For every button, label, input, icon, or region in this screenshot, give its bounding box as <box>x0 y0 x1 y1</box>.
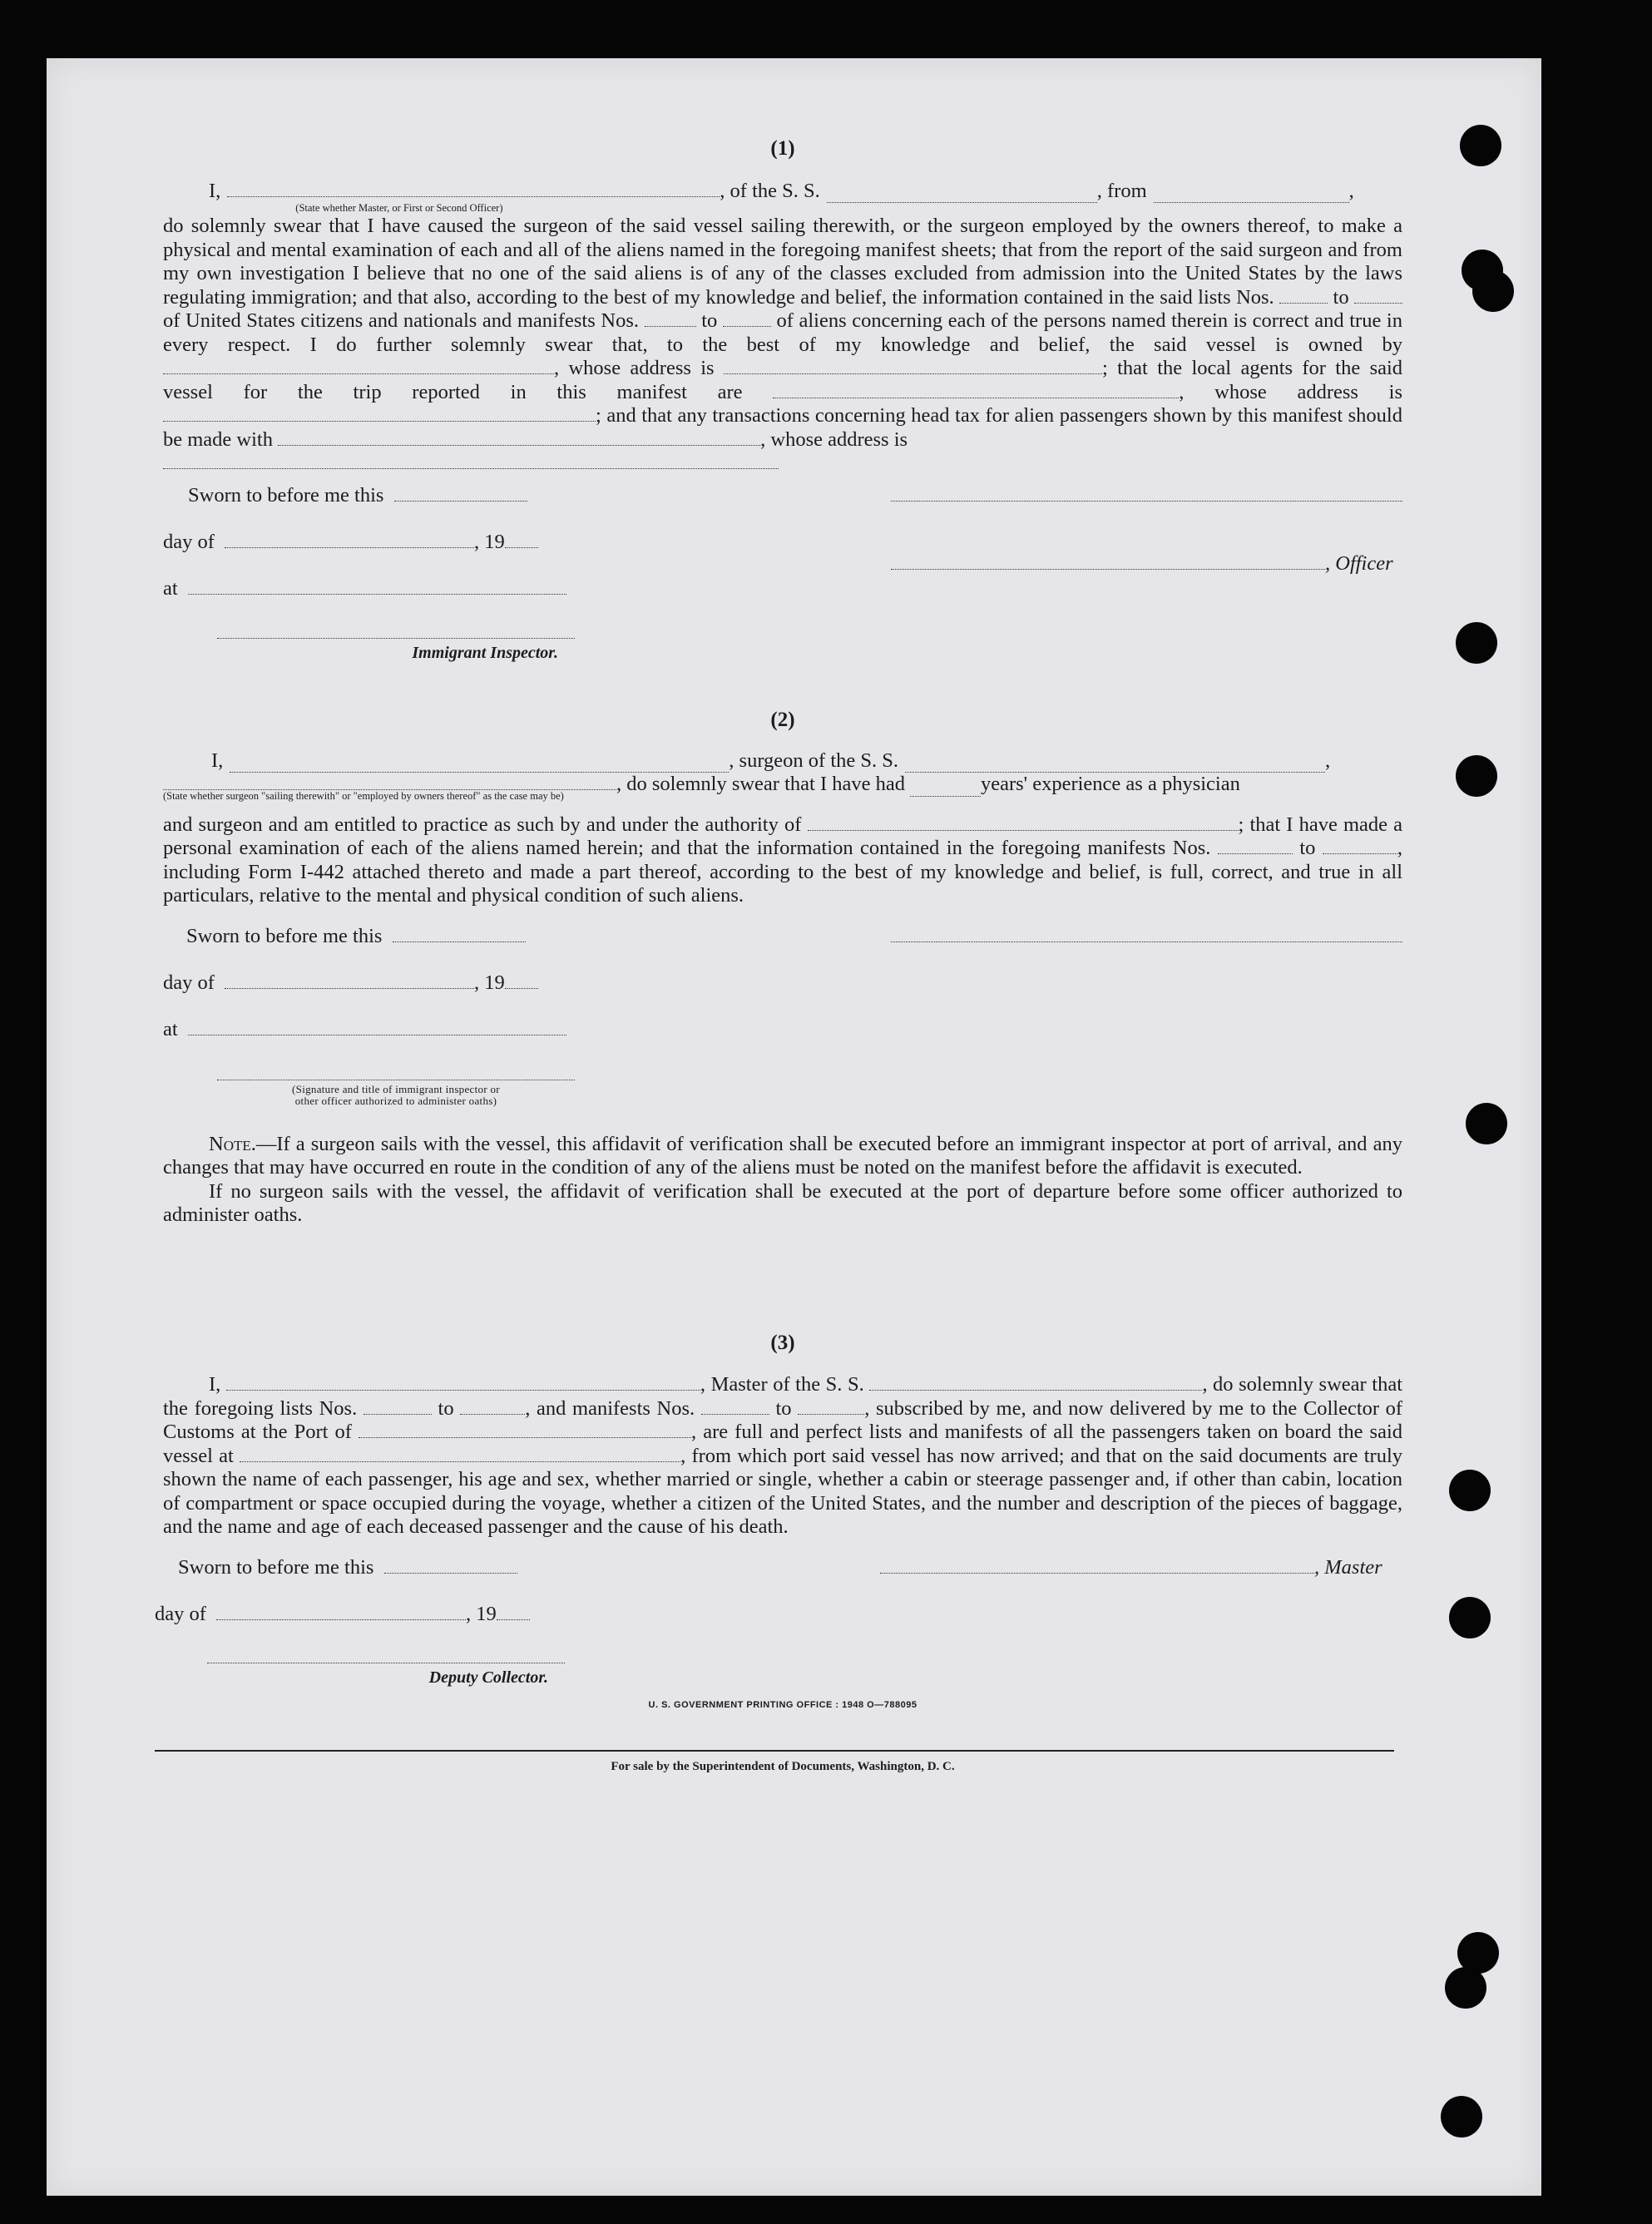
s2-signature-block <box>163 908 1402 1133</box>
s2-body-c: , including Form I-442 attached thereto and made a part thereof, according to the best of my knowledge and belief, is full, correct, and true in all particulars, relative to the mental and physical condition of such aliens. <box>163 837 1403 907</box>
s1-of-ss: , of the S. S. <box>720 179 820 202</box>
s1-sworn: Sworn to before me this <box>188 484 384 507</box>
s1-officer-sig-field[interactable] <box>891 486 1402 502</box>
s1-to2: to <box>701 309 718 332</box>
section-1-first-line <box>163 179 1402 214</box>
binder-hole <box>1441 2096 1482 2138</box>
s1-body-d: that the local agents for the said vessel for the trip reported in this manifest are <box>163 357 1403 403</box>
s3-sworn-day-field[interactable] <box>384 1558 517 1574</box>
section-1 <box>163 137 1402 702</box>
s1-body-b: of United States citizens and nationals and manifests Nos. <box>163 309 639 332</box>
s1-at-field[interactable] <box>188 579 566 595</box>
s2-sig-caption-1: (Signature and title of immigrant inspector or <box>292 1082 500 1095</box>
s3-deputy-sig-field[interactable] <box>207 1648 565 1663</box>
s3-ship-field[interactable] <box>869 1375 1202 1391</box>
s2-note-a: —If a surgeon sails with the vessel, this affidavit of verification shall be executed before an immigrant inspector at port of arrival, and any changes that may have occurred en route in the condition of any of the aliens must be noted on the manifest before the affidavit is executed. <box>163 1132 1402 1179</box>
s1-officer-field[interactable] <box>227 181 720 197</box>
s3-and-manifests: , and manifests Nos. <box>525 1396 695 1420</box>
s1-agents-address-field[interactable] <box>163 406 596 422</box>
form-content <box>155 137 1403 1779</box>
section-2 <box>163 709 1402 1228</box>
s1-lists-from-field[interactable] <box>1279 288 1328 304</box>
s1-owner-address-field[interactable] <box>724 358 1102 374</box>
s2-body-a: and surgeon and am entitled to practice as such by and under the authority of <box>163 813 802 836</box>
s2-note-b-text: If no surgeon sails with the vessel, the affidavit of verification shall be executed at the port of departure before some officer authorized to administer oaths. <box>163 1179 1402 1226</box>
s1-body-e: whose address is <box>1214 380 1403 403</box>
s1-owner-field[interactable] <box>163 358 554 374</box>
s1-at: at <box>163 577 178 600</box>
s1-body-c: of aliens concerning each of the persons named therein is correct and true in every respect. I do further solemnly swear that, to the best of my knowledge and belief, the said vessel is owned by <box>163 309 1402 356</box>
s2-sworn: Sworn to before me this <box>186 924 383 947</box>
s3-body-b: port said vessel has now arrived; and that on the said documents are truly shown the name of each passenger, his age and sex, whether married or single, whether a cabin or steerage passenger and, if other than cabin, location of compartment or space occupied during the voyage, whether a citizen of the United States, and the number and description of the pieces of baggage, and the name and age of each deceased passenger and the cause of his death. <box>163 1444 1402 1538</box>
s2-officer-sig-field[interactable] <box>217 1065 575 1080</box>
s3-body <box>163 1373 1402 1540</box>
s2-authority-field[interactable] <box>808 815 1239 831</box>
s3-master-label: , Master <box>1314 1555 1382 1579</box>
footer-sale: For sale by the Superintendent of Documents, Washington, D. C. <box>611 1760 955 1773</box>
section-1-number: (1) <box>770 137 795 160</box>
s3-full-perfect: , are full and perfect lists and manifests of all the passengers taken on board the said vessel at <box>163 1421 1403 1467</box>
s1-from: , from <box>1096 179 1147 202</box>
s2-month-field[interactable] <box>225 973 474 989</box>
s2-sig-caption-2: other officer authorized to administer oaths) <box>294 1094 497 1107</box>
s2-semi: ; <box>1238 813 1244 836</box>
s1-semi1: ; <box>1101 357 1108 379</box>
s2-comma: , <box>1325 749 1331 772</box>
s1-agents-field[interactable] <box>773 383 1179 398</box>
s3-master-of-ss: , Master of the S. S. <box>700 1373 864 1396</box>
s3-port-field[interactable] <box>359 1422 691 1438</box>
binder-hole <box>1445 1967 1486 2009</box>
s2-first-line <box>163 749 1402 773</box>
s2-at: at <box>163 1017 178 1040</box>
s2-surgeon-caption: (State whether surgeon "sailing therewith" or "employed by owners thereof" as the case may be) <box>163 790 564 802</box>
s2-swear-had: , do solemnly swear that I have had <box>616 773 905 795</box>
s3-manifests-from-field[interactable] <box>701 1399 769 1415</box>
s1-inspector-sig-field[interactable] <box>217 623 575 639</box>
s1-officer-label: , Officer <box>1325 552 1393 575</box>
s2-surgeon-sig-field[interactable] <box>891 927 1402 942</box>
s1-body-f: ; and that any transactions concerning head tax for alien passengers shown by this manifest should be made with <box>163 404 1402 451</box>
s2-note-head: Note. <box>209 1132 256 1155</box>
s1-officer-caption: (State whether Master, or First or Second Officer) <box>295 201 503 214</box>
s2-name-field[interactable] <box>230 757 729 773</box>
s3-signature-block <box>155 1540 1402 1687</box>
section-2-number: (2) <box>770 709 795 731</box>
s3-do-solemnly: , do solemnly <box>1202 1373 1313 1396</box>
s2-years: years' experience as a physician <box>980 773 1240 795</box>
s2-surgeon-type-field[interactable] <box>163 774 616 790</box>
s2-i: I, <box>211 749 224 772</box>
s3-to2: to <box>775 1396 792 1420</box>
s3-to1: to <box>438 1396 454 1420</box>
s3-boarded-at-field[interactable] <box>240 1446 680 1462</box>
s3-year-field[interactable] <box>497 1604 530 1620</box>
s3-from-which: , from which <box>680 1444 788 1467</box>
s3-lists-to-field[interactable] <box>460 1399 525 1415</box>
form-page <box>47 58 1541 2196</box>
s3-i: I, <box>209 1373 221 1396</box>
s1-manifests-from-field[interactable] <box>645 311 696 327</box>
s2-ship-field[interactable] <box>905 757 1325 773</box>
s1-year-field[interactable] <box>505 532 538 548</box>
s1-comma2: , <box>1179 380 1185 403</box>
s1-comma: , <box>1348 179 1354 202</box>
s2-second-line <box>163 773 1402 802</box>
s2-at-field[interactable] <box>188 1020 566 1035</box>
s1-ship-field[interactable] <box>827 187 1097 203</box>
binder-hole <box>1456 755 1497 797</box>
s1-lists-to-field[interactable] <box>1354 288 1402 304</box>
s2-19: , 19 <box>474 971 505 994</box>
s2-body <box>163 813 1402 908</box>
s1-manifests-to-field[interactable] <box>723 311 771 327</box>
s2-day-of: day of <box>163 971 215 994</box>
s2-note <box>163 1133 1402 1180</box>
binder-hole <box>1456 622 1497 664</box>
s2-to: to <box>1299 837 1316 859</box>
s2-note-b <box>163 1180 1402 1228</box>
binder-hole <box>1449 1597 1491 1638</box>
s2-sworn-day-field[interactable] <box>393 927 526 942</box>
footer-rule <box>155 1750 1394 1752</box>
s3-manifests-to-field[interactable] <box>798 1399 864 1415</box>
s3-master-sig-field[interactable] <box>880 1558 1314 1574</box>
s1-headtax-field[interactable] <box>278 430 760 446</box>
s2-years-field[interactable] <box>910 781 981 797</box>
s3-day-of: day of <box>155 1602 206 1625</box>
s3-deputy-label: Deputy Collector. <box>428 1668 548 1687</box>
s2-body-b: that I have made a personal examination of each of the aliens named herein; and that the information contained in the foregoing manifests Nos. <box>163 813 1403 859</box>
s3-name-field[interactable] <box>226 1375 700 1391</box>
footer-gpo: U. S. GOVERNMENT PRINTING OFFICE : 1948 O—788095 <box>648 1699 918 1710</box>
s2-manifest-to-field[interactable] <box>1323 838 1397 854</box>
s1-body-a: do solemnly swear that I have caused the surgeon of the said vessel sailing therewith, or the surgeon employed by the owners thereof, to make a physical and mental examination of each and all of the aliens named in the foregoing manifest sheets; that from the report of the said surgeon and from my own investigation I believe that no one of the said aliens is of any of the classes excluded from admission into the United States by the laws regulating immigration; and that also, according to the best of my knowledge and belief, the information contained in the said lists Nos. <box>163 215 1402 309</box>
s1-signature-block <box>163 469 1402 702</box>
s1-day-of: day of <box>163 531 215 553</box>
s1-19: , 19 <box>474 531 505 553</box>
binder-hole <box>1449 1470 1491 1511</box>
binder-hole <box>1460 125 1501 166</box>
s3-body-a: swear that the foregoing lists Nos. <box>163 1373 1402 1420</box>
s2-manifest-from-field[interactable] <box>1218 838 1293 854</box>
binder-hole <box>1466 1103 1507 1144</box>
s1-whose2: , whose address is <box>760 428 908 451</box>
s1-body <box>163 215 1402 452</box>
s1-sworn-day-field[interactable] <box>394 486 527 502</box>
s3-19: , 19 <box>466 1602 497 1625</box>
section-3 <box>155 1331 1403 1779</box>
s2-year-field[interactable] <box>505 973 538 989</box>
s3-sworn: Sworn to before me this <box>178 1555 374 1579</box>
s1-whose1: , whose address is <box>554 357 715 379</box>
s1-inspector-label: Immigrant Inspector. <box>412 644 558 662</box>
binder-hole <box>1472 270 1514 312</box>
s1-i: I, <box>209 179 221 202</box>
s3-lists-from-field[interactable] <box>364 1399 432 1415</box>
section-3-number: (3) <box>770 1331 795 1354</box>
s1-month-field[interactable] <box>225 532 474 548</box>
s3-subscribed: , subscribed by me, and now delivered by me to the Collector of Customs at the Port of <box>163 1396 1403 1443</box>
s2-surgeon-of-ss: , surgeon of the S. S. <box>729 749 899 772</box>
s1-to1: to <box>1333 285 1349 309</box>
s3-month-field[interactable] <box>216 1604 466 1620</box>
s1-from-field[interactable] <box>1154 187 1349 203</box>
s1-headtax-address-field[interactable] <box>163 453 779 469</box>
s1-officer-name-field[interactable] <box>891 554 1325 570</box>
